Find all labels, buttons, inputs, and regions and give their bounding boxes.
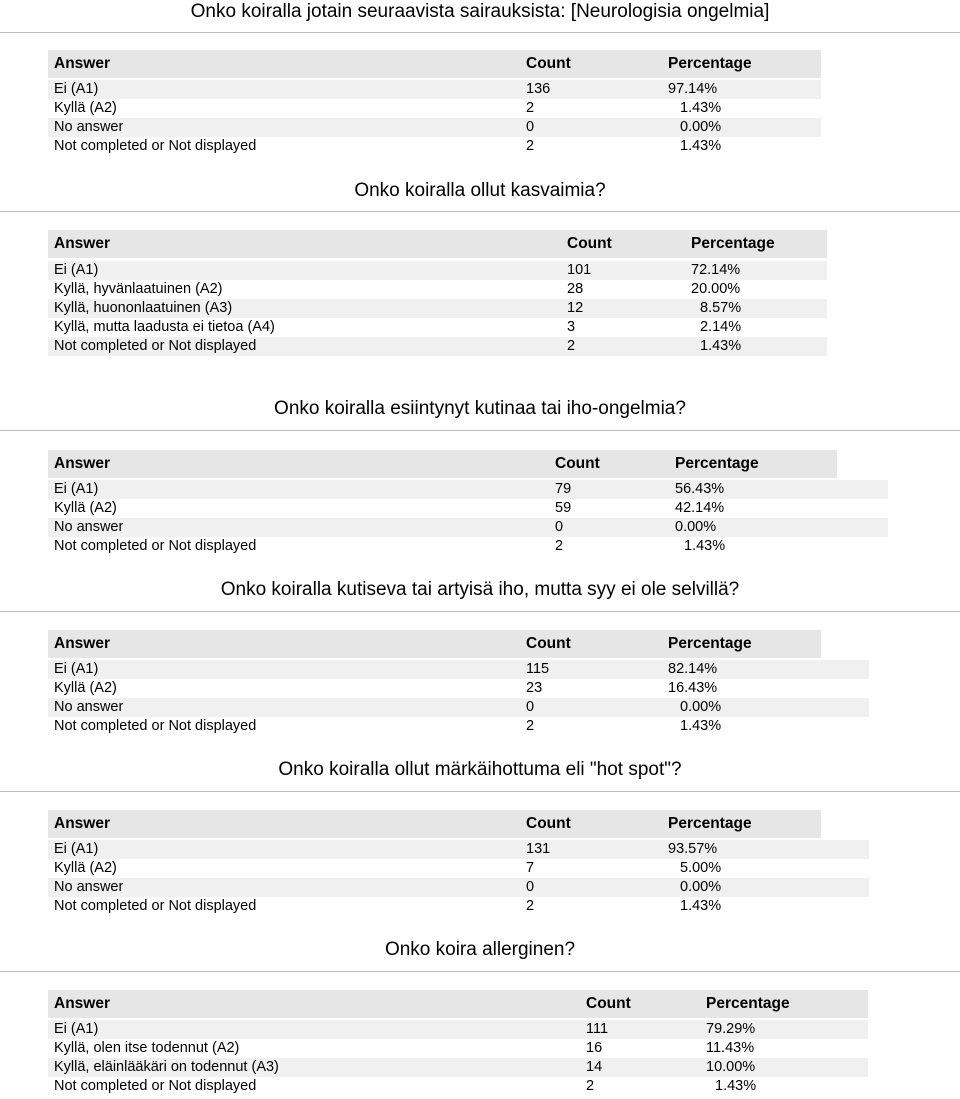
row-percentage: 79.29% <box>706 1021 756 1037</box>
row-percentage: 1.43% <box>684 538 726 554</box>
header-count: Count <box>526 635 571 652</box>
header-answer: Answer <box>54 55 110 72</box>
table-row <box>48 537 888 556</box>
row-count: 3 <box>567 319 576 335</box>
row-count: 131 <box>526 841 551 857</box>
row-count: 0 <box>526 879 535 895</box>
row-answer: Ei (A1) <box>54 661 99 677</box>
table-row <box>48 679 869 698</box>
row-percentage: 93.57% <box>668 841 718 857</box>
table-header <box>48 990 868 1018</box>
table-row <box>48 118 821 137</box>
table-row <box>48 480 888 499</box>
divider <box>0 211 960 212</box>
row-count: 79 <box>555 481 572 497</box>
row-count: 2 <box>526 100 535 116</box>
row-answer: Kyllä (A2) <box>54 100 117 116</box>
divider <box>0 791 960 792</box>
row-answer: Kyllä (A2) <box>54 500 117 516</box>
divider <box>0 971 960 972</box>
row-count: 12 <box>567 300 584 316</box>
row-percentage: 82.14% <box>668 661 718 677</box>
row-answer: Not completed or Not displayed <box>54 718 257 734</box>
row-answer: No answer <box>54 519 124 535</box>
table-row <box>48 859 869 878</box>
header-count: Count <box>567 235 612 252</box>
table-row <box>48 337 827 356</box>
table-row <box>48 1058 868 1077</box>
header-percentage: Percentage <box>675 455 759 472</box>
row-percentage: 1.43% <box>715 1078 757 1094</box>
header-count: Count <box>555 455 600 472</box>
divider <box>0 611 960 612</box>
header-answer: Answer <box>54 995 110 1012</box>
question-title: Onko koiralla esiintynyt kutinaa tai iho-ongelmia? <box>274 398 686 419</box>
row-count: 2 <box>526 718 535 734</box>
row-count: 23 <box>526 680 543 696</box>
table-row <box>48 499 888 518</box>
row-answer: Not completed or Not displayed <box>54 898 257 914</box>
divider <box>0 32 960 33</box>
row-percentage: 1.43% <box>700 338 742 354</box>
row-answer: Ei (A1) <box>54 81 99 97</box>
row-answer: Not completed or Not displayed <box>54 538 257 554</box>
header-percentage: Percentage <box>706 995 790 1012</box>
table-row <box>48 99 821 118</box>
row-count: 59 <box>555 500 572 516</box>
row-answer: No answer <box>54 879 124 895</box>
table-row <box>48 660 869 679</box>
header-answer: Answer <box>54 455 110 472</box>
row-answer: Kyllä, hyvänlaatuinen (A2) <box>54 281 223 297</box>
row-count: 2 <box>555 538 564 554</box>
header-answer: Answer <box>54 235 110 252</box>
table-header <box>48 450 837 478</box>
table-header <box>48 630 821 658</box>
question-title: Onko koiralla ollut kasvaimia? <box>354 180 606 201</box>
table-row <box>48 1020 868 1039</box>
divider <box>0 430 960 431</box>
row-count: 28 <box>567 281 584 297</box>
row-percentage: 20.00% <box>691 281 741 297</box>
header-percentage: Percentage <box>668 635 752 652</box>
row-percentage: 72.14% <box>691 262 741 278</box>
row-count: 0 <box>526 699 535 715</box>
row-percentage: 8.57% <box>700 300 742 316</box>
table-row <box>48 1039 868 1058</box>
row-percentage: 1.43% <box>680 100 722 116</box>
table-row <box>48 698 869 717</box>
row-percentage: 56.43% <box>675 481 725 497</box>
table-row <box>48 840 869 859</box>
row-answer: Not completed or Not displayed <box>54 1078 257 1094</box>
row-answer: Not completed or Not displayed <box>54 138 257 154</box>
row-answer: Kyllä, mutta laadusta ei tietoa (A4) <box>54 319 275 335</box>
row-answer: Not completed or Not displayed <box>54 338 257 354</box>
row-percentage: 42.14% <box>675 500 725 516</box>
row-percentage: 1.43% <box>680 898 722 914</box>
row-count: 2 <box>526 138 535 154</box>
row-percentage: 97.14% <box>668 81 718 97</box>
header-count: Count <box>586 995 631 1012</box>
table-row <box>48 280 827 299</box>
header-percentage: Percentage <box>668 55 752 72</box>
question-title: Onko koiralla kutiseva tai artyisä iho, mutta syy ei ole selvillä? <box>220 579 740 600</box>
row-answer: Kyllä, huononlaatuinen (A3) <box>54 300 233 316</box>
row-answer: Kyllä (A2) <box>54 860 117 876</box>
table-row <box>48 261 827 280</box>
header-count: Count <box>526 55 571 72</box>
row-count: 0 <box>526 119 535 135</box>
table-row <box>48 299 827 318</box>
header-count: Count <box>526 815 571 832</box>
table-row <box>48 518 888 537</box>
row-answer: No answer <box>54 699 124 715</box>
table-row <box>48 137 821 156</box>
row-count: 115 <box>526 661 550 677</box>
row-count: 16 <box>586 1040 603 1056</box>
row-count: 136 <box>526 81 551 97</box>
row-answer: Kyllä (A2) <box>54 680 117 696</box>
row-percentage: 5.00% <box>680 860 722 876</box>
row-answer: No answer <box>54 119 124 135</box>
table-row <box>48 717 869 736</box>
row-count: 7 <box>526 860 535 876</box>
table-row <box>48 1077 868 1096</box>
row-percentage: 0.00% <box>680 119 722 135</box>
row-percentage: 11.43% <box>706 1040 755 1056</box>
row-answer: Kyllä, olen itse todennut (A2) <box>54 1040 240 1056</box>
row-count: 2 <box>526 898 535 914</box>
row-percentage: 1.43% <box>680 138 722 154</box>
table-header <box>48 230 827 258</box>
table-header <box>48 810 821 838</box>
header-answer: Answer <box>54 635 110 652</box>
row-count: 101 <box>567 262 592 278</box>
row-percentage: 0.00% <box>680 879 722 895</box>
row-answer: Ei (A1) <box>54 481 99 497</box>
row-answer: Ei (A1) <box>54 841 99 857</box>
question-title: Onko koiralla jotain seuraavista sairauksista: [Neurologisia ongelmia] <box>190 1 770 22</box>
row-percentage: 0.00% <box>675 519 717 535</box>
table-row <box>48 878 869 897</box>
table-row <box>48 80 821 99</box>
row-count: 14 <box>586 1059 603 1075</box>
question-title: Onko koira allerginen? <box>384 939 576 960</box>
row-count: 111 <box>586 1021 609 1037</box>
row-answer: Kyllä, eläinlääkäri on todennut (A3) <box>54 1059 279 1075</box>
table-row <box>48 897 869 916</box>
header-answer: Answer <box>54 815 110 832</box>
row-percentage: 16.43% <box>668 680 718 696</box>
table-row <box>48 318 827 337</box>
table-header <box>48 50 821 78</box>
row-percentage: 10.00% <box>706 1059 756 1075</box>
header-percentage: Percentage <box>668 815 752 832</box>
row-count: 0 <box>555 519 564 535</box>
row-answer: Ei (A1) <box>54 262 99 278</box>
row-count: 2 <box>567 338 576 354</box>
row-count: 2 <box>586 1078 595 1094</box>
row-percentage: 1.43% <box>680 718 722 734</box>
header-percentage: Percentage <box>691 235 775 252</box>
row-answer: Ei (A1) <box>54 1021 99 1037</box>
question-title: Onko koiralla ollut märkäihottuma eli "hot spot"? <box>278 759 682 780</box>
row-percentage: 2.14% <box>700 319 742 335</box>
row-percentage: 0.00% <box>680 699 722 715</box>
